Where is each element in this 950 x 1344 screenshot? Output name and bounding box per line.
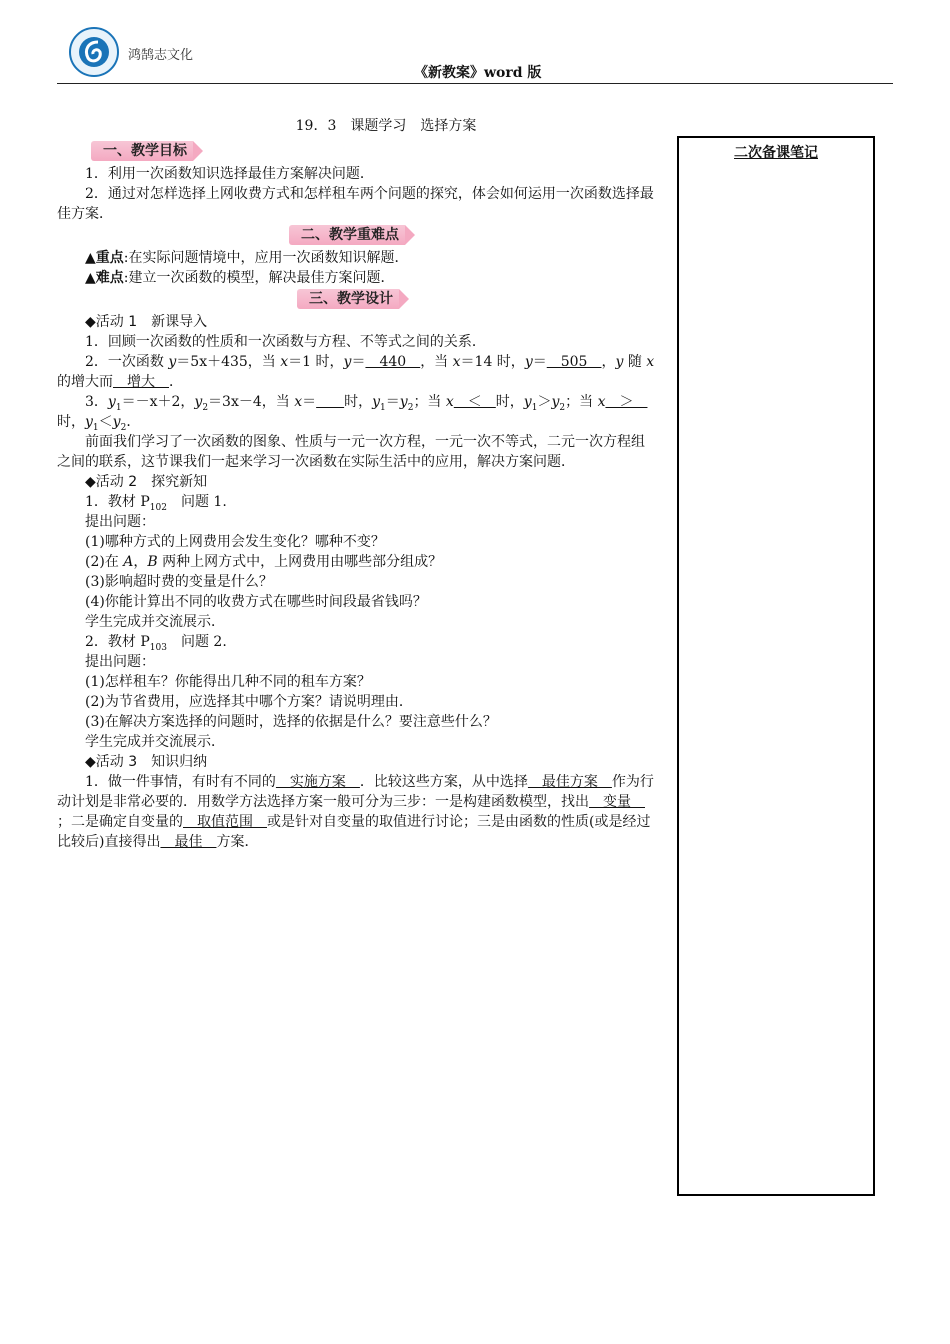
question-item: (2)在 A，B 两种上网方式中，上网费用由哪些部分组成？	[85, 554, 443, 570]
section-banner	[289, 225, 415, 245]
header-title: 《新教案》word 版	[414, 65, 542, 81]
header-divider	[57, 83, 893, 84]
question-compare-functions: 3．$y_1=-x+2$，$y_2=3x-4$，当 x＝ 时，$y_1=y_2$；当 x ＜ 时，$y_1>y_2$；当 x ＞ 时，$y_1<y_2$．	[57, 394, 648, 433]
section-title: 三、教学设计	[297, 289, 399, 309]
goal-item: 1．利用一次函数知识选择最佳方案解决问题．	[85, 166, 374, 182]
answer-blank: 取值范围	[183, 814, 267, 830]
brand-name: 鸿鹄志文化	[128, 48, 194, 63]
activity-heading: ◆活动 2 探究新知	[85, 474, 208, 490]
key-label: ▲重点	[85, 250, 124, 266]
prompt-label: 提出问题：	[85, 654, 155, 670]
lesson-content	[57, 116, 655, 852]
section-banner	[91, 141, 203, 161]
textbook-ref: 1．教材 $P_{102}$ 问题 1.	[85, 494, 227, 513]
answer-blank: 最佳方案	[527, 774, 612, 790]
section-goals	[57, 140, 655, 164]
intro-paragraph: 前面我们学习了一次函数的图象、性质与一元一次方程，一元一次不等式，二元一次方程组之间的联系，这节课我们一起来学习一次函数在实际生活中的应用，解决方案问题．	[57, 434, 645, 470]
company-logo	[68, 26, 120, 78]
section-title: 一、教学目标	[91, 141, 193, 161]
section-keypoints	[57, 224, 655, 248]
notes-panel	[677, 136, 875, 1196]
question-item: (3)影响超时费的变量是什么？	[85, 574, 273, 590]
question-linear-function: 2．一次函数 y＝5x＋435，当 x＝1 时，y＝ 440 ，当 x＝14 时，y＝ 505 ，y 随 x 的增大而 增大 ．	[57, 354, 655, 390]
answer-blank: 最佳	[160, 834, 217, 850]
question-item: (4)你能计算出不同的收费方式在哪些时间段最省钱吗？	[85, 594, 427, 610]
answer-blank: 505	[546, 354, 602, 370]
difficult-label: ▲难点	[85, 270, 124, 286]
section-design	[57, 288, 655, 312]
answer-blank: 变量	[589, 794, 645, 810]
answer-blank: 440	[365, 354, 421, 370]
answer-blank: ＞	[605, 394, 648, 410]
summary-paragraph: 1．做一件事情，有时有不同的 实施方案 ．比较这些方案，从中选择 最佳方案 作为行动计划是非常必要的．用数学方法选择方案一般可分为三步：一是构建函数模型，找出 变量 ；二是确定自变量的 取值范围 或是针对自变量的取值进行讨论；三是由函数的性质(或是经过比较后)直接得出 最佳 方案．	[57, 774, 654, 850]
question-item: (2)为节省费用，应选择其中哪个方案？请说明理由．	[85, 694, 413, 710]
section-banner	[297, 289, 409, 309]
question-item: (1)怎样租车？你能得出几种不同的租车方案？	[85, 674, 371, 690]
answer-blank: 增大	[113, 374, 169, 390]
answer-blank: 实施方案	[275, 774, 360, 790]
activity-heading: ◆活动 3 知识归纳	[85, 754, 208, 770]
question-item: (3)在解决方案选择的问题时，选择的依据是什么？要注意些什么？	[85, 714, 497, 730]
question-item: (1)哪种方式的上网费用会发生变化？哪种不变？	[85, 534, 385, 550]
student-task: 学生完成并交流展示．	[85, 614, 225, 630]
answer-blank	[316, 394, 344, 410]
student-task: 学生完成并交流展示．	[85, 734, 225, 750]
notes-title: 二次备课笔记	[734, 145, 818, 161]
key-point: ▲重点:在实际问题情境中，应用一次函数知识解题．	[85, 250, 409, 266]
section-title: 二、教学重难点	[289, 225, 405, 245]
prompt-label: 提出问题：	[85, 514, 155, 530]
review-line: 1．回顾一次函数的性质和一次函数与方程、不等式之间的关系．	[85, 334, 486, 350]
answer-blank: ＜	[453, 394, 496, 410]
difficult-point: ▲难点:建立一次函数的模型，解决最佳方案问题．	[85, 270, 395, 286]
activity-heading: ◆活动 1 新课导入	[85, 314, 208, 330]
textbook-ref: 2．教材 $P_{103}$ 问题 2.	[85, 634, 227, 653]
lesson-title: 19．3 课题学习 选择方案	[295, 118, 477, 134]
goal-item: 2．通过对怎样选择上网收费方式和怎样租车两个问题的探究，体会如何运用一次函数选择最佳方案．	[57, 186, 654, 222]
